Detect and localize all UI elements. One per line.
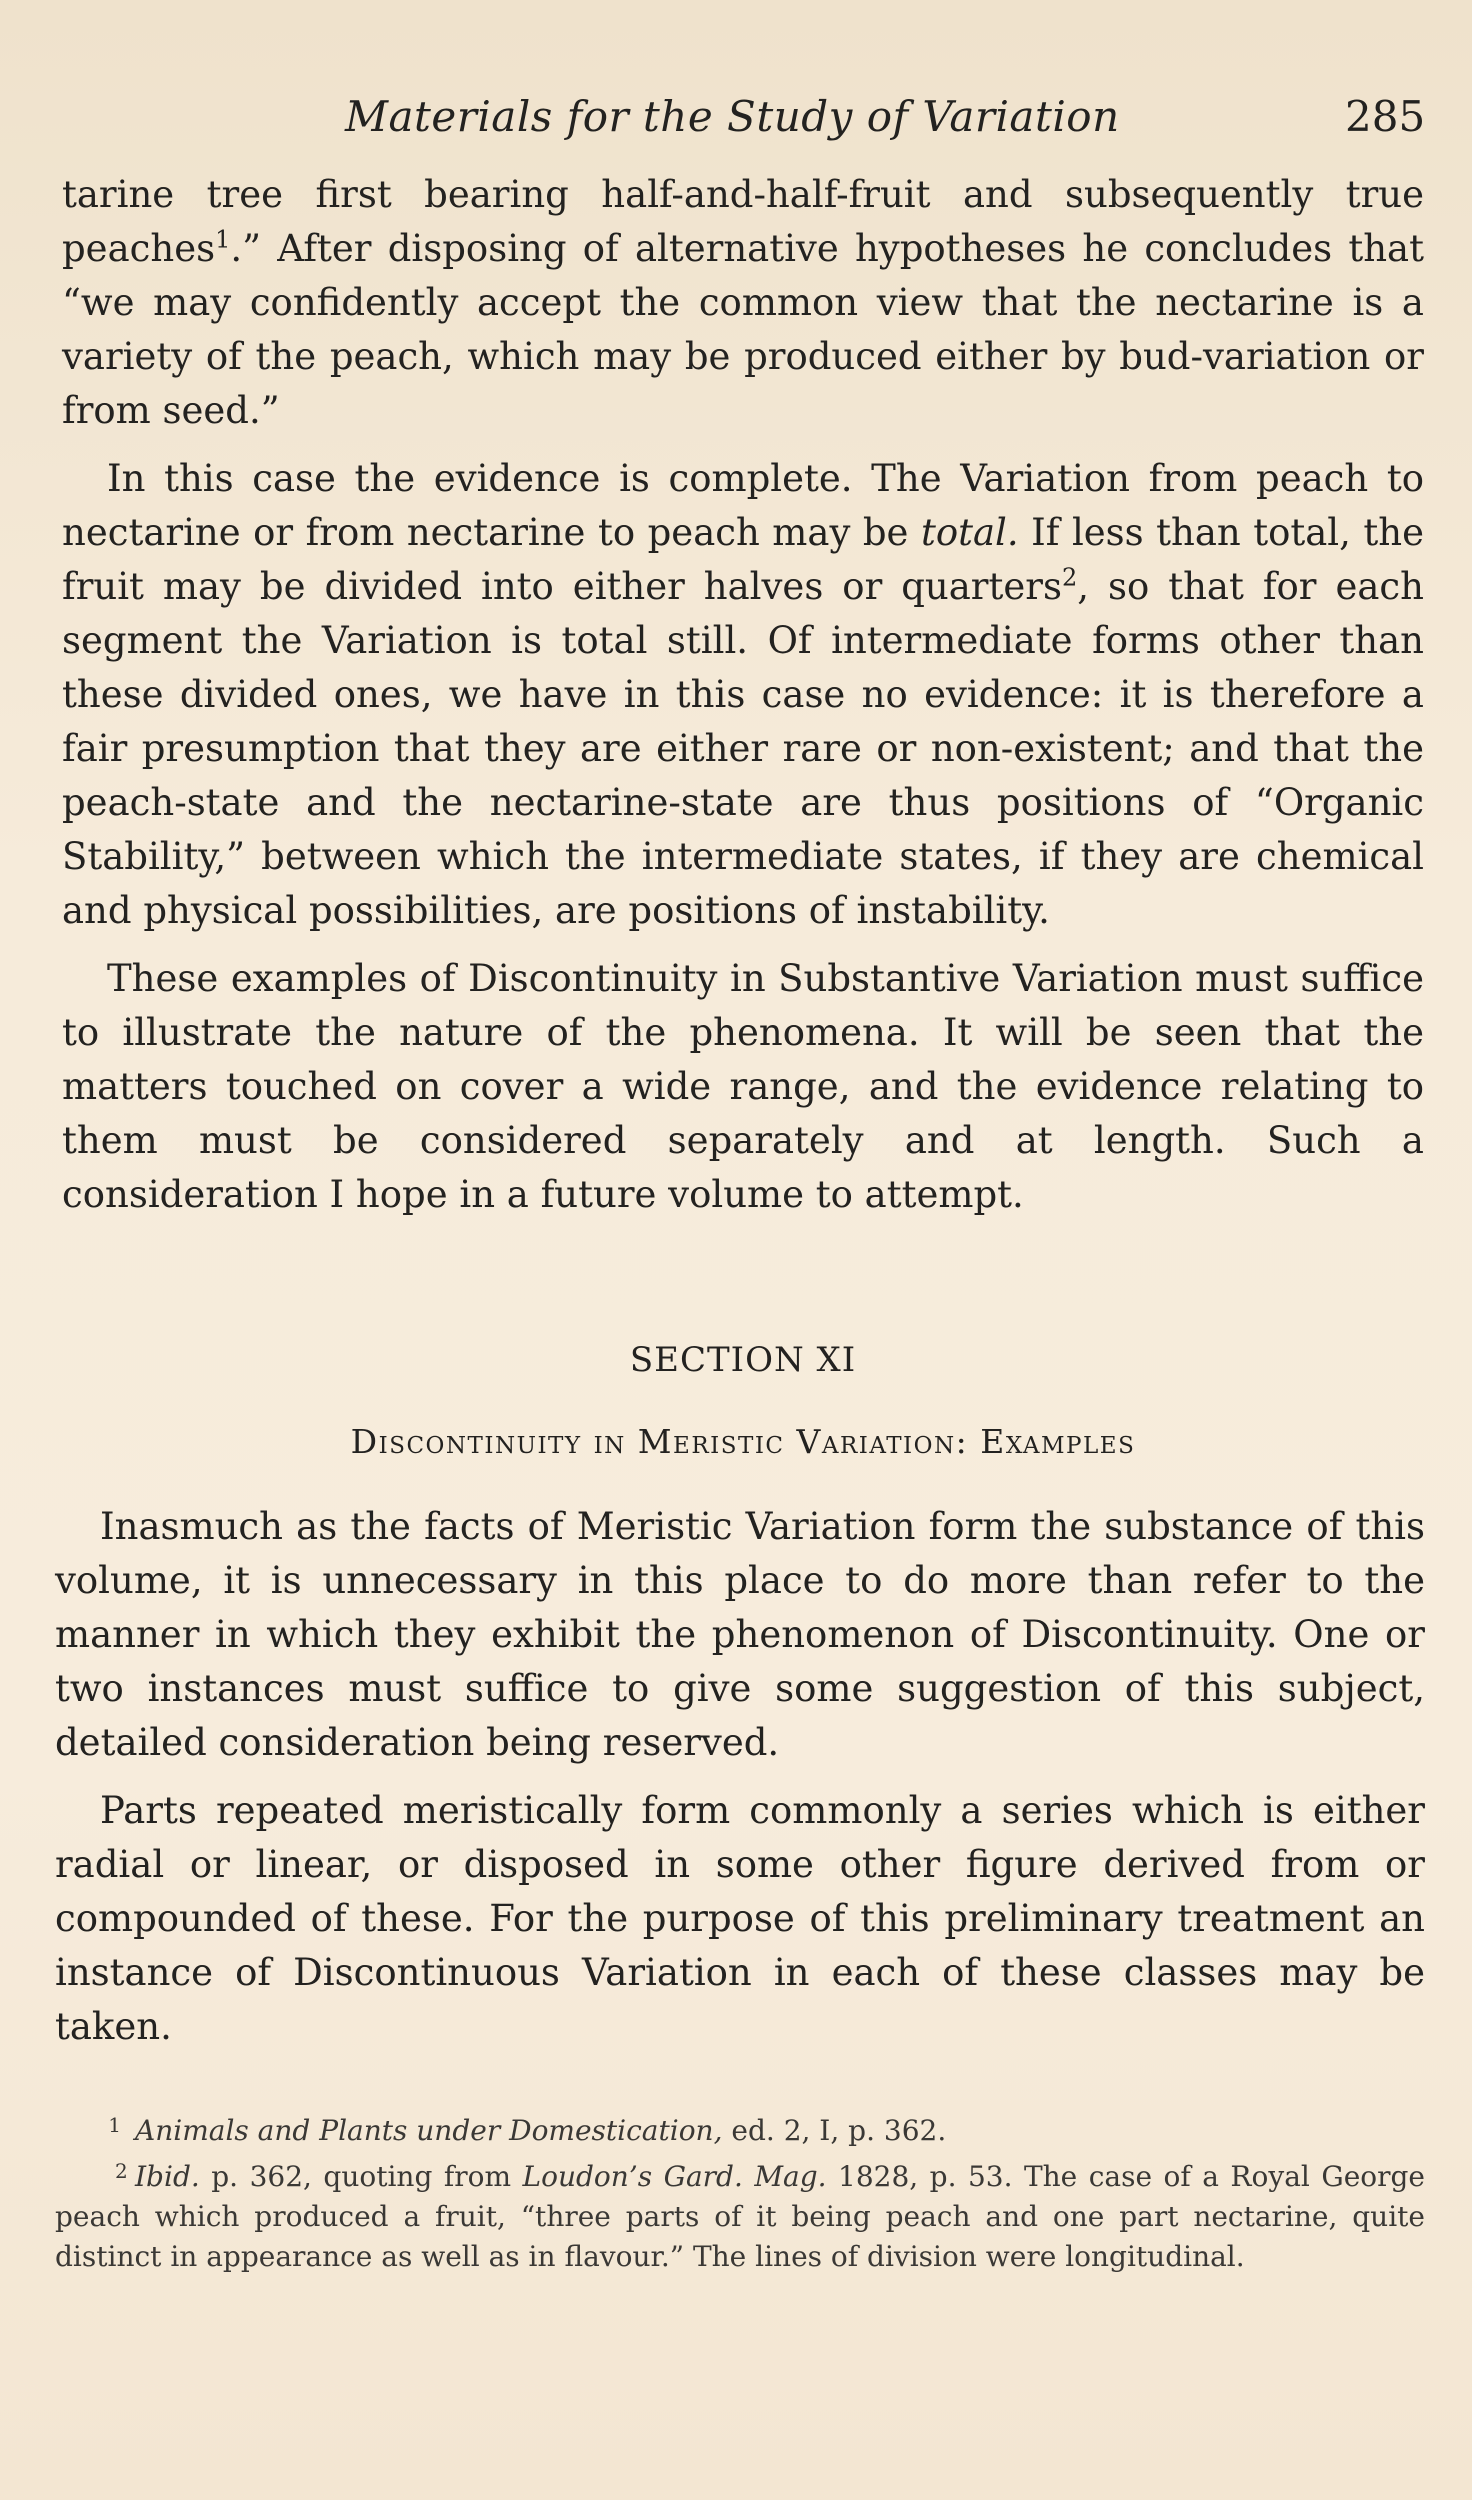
footnote-2-source: Loudon’s Gard. Mag. — [522, 2160, 827, 2193]
paragraph-4: Inasmuch as the facts of Meristic Variation form the substance of this volume, it is unnecessary in this place to do more than refer to the manner in which they exhibit the phenomenon of Discontinuity. One or two instances must suffice to give some suggestion of this subject, detailed consideration being reserved. — [55, 1505, 1425, 1764]
footnote-1-text: ed. 2, I, p. 362. — [722, 2114, 947, 2147]
footnote-2-number: 2 — [115, 2159, 128, 2183]
paragraph-5: Parts repeated meristically form commonly a series which is either radial or linear, or disposed in some other figure derived from or compounded of these. For the purpose of this preliminary treatment an instance of Discontinuous Variation in each of these classes may be taken. — [55, 1789, 1425, 2048]
footnote-ref-1: 1 — [215, 225, 231, 254]
paragraph-2-text-b: If less than total, the fruit may be divided into either halves or quarters — [62, 511, 1425, 608]
paragraph-1-text-a: tarine tree first bearing half-and-half-fruit and subsequently true peaches — [62, 173, 1424, 270]
paragraph-2-text-c: , so that for each segment the Variation is total still. Of intermediate forms other than these divided ones, we have in this case no evidence: it is therefore a fair presumption that they are either rare or non-existent; and that the peach-state and the nectarine-state are thus positions of “Organic Stability,” between which the intermediate states, if they are chemical and physical possibilities, are positions of instability. — [62, 565, 1424, 932]
footnote-1-title: Animals and Plants under Domestication, — [135, 2114, 723, 2147]
section-title: Discontinuity in Meristic Variation: Examples — [350, 1422, 1136, 1461]
paragraph-1 — [62, 168, 1424, 438]
footnote-2 — [55, 2151, 1425, 2277]
paragraph-2-text-a: In this case the evidence is complete. The Variation from peach to nectarine or from nectarine to peach may be — [62, 457, 1424, 554]
footnote-ref-2: 2 — [1061, 563, 1078, 592]
body-text-top — [62, 168, 1424, 1222]
paragraph-1-text-b: .” After disposing of alternative hypotheses he concludes that “we may confidently accept the common view that the nectarine is a variety of the peach, which may be produced either by bud-variation or from seed.” — [62, 227, 1424, 432]
footnote-2-ibid: Ibid. — [135, 2160, 200, 2193]
footnote-1 — [55, 2105, 1425, 2151]
page-header — [0, 92, 1472, 152]
running-title: Materials for the Study of Variation — [345, 92, 1120, 141]
footnote-2-text-a: p. 362, quoting from — [199, 2160, 523, 2193]
page-number: 285 — [1345, 92, 1426, 141]
paragraph-2-emphasis: total. — [920, 511, 1019, 554]
body-text-bottom — [55, 1500, 1425, 2054]
section-number: SECTION XI — [629, 1340, 857, 1380]
paragraph-2 — [62, 452, 1424, 938]
section-heading — [62, 1340, 1424, 1461]
footnotes — [55, 2105, 1425, 2277]
footnote-2-text-b: 1828, p. 53. The case of a Royal George peach which produced a fruit, “three parts of it being peach and one part nectarine, quite distinct in appearance as well as in flavour.” The lines of division were longitudinal. — [55, 2160, 1426, 2273]
footnote-1-number: 1 — [108, 2113, 121, 2137]
paragraph-3: These examples of Discontinuity in Substantive Variation must suffice to illustrate the nature of the phenomena. It will be seen that the matters touched on cover a wide range, and the evidence relating to them must be considered separately and at length. Such a consideration I hope in a future volume to attempt. — [62, 957, 1424, 1216]
